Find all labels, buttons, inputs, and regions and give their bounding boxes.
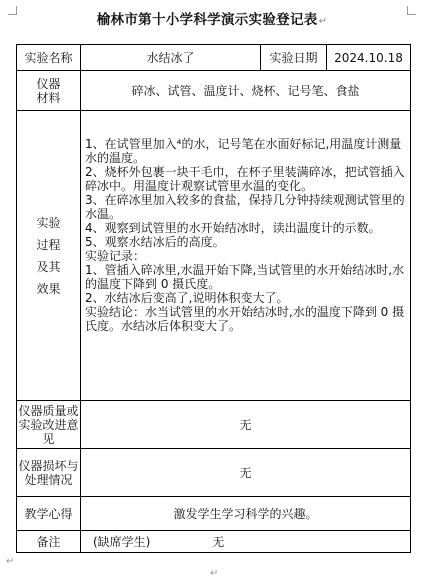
teaching-label: 教学心得 bbox=[17, 497, 81, 531]
teaching-value: 激发学生学习科学的兴趣。 bbox=[81, 497, 411, 531]
materials-label: 仪器 材料 bbox=[17, 71, 81, 111]
page-title: 榆林市第十小学科学演示实验登记表↵ bbox=[96, 12, 328, 28]
paragraph-mark: ↵ bbox=[318, 16, 328, 27]
step-2: 2、烧杯外包裹一块干毛巾，在杯子里装满碎冰，把试管插入碎冰中。用温度计观察试管里水温的变化。 bbox=[85, 165, 405, 193]
remarks-value: 无 bbox=[212, 535, 225, 549]
remarks-note: (缺席学生) bbox=[93, 535, 151, 549]
process-label: 实验 过程 及其 效果 bbox=[17, 111, 81, 401]
paragraph-mark-bottom: ↵ bbox=[6, 556, 15, 567]
damage-label: 仪器损坏与处理情况 bbox=[17, 449, 81, 497]
row-quality bbox=[17, 401, 411, 449]
experiment-date-value: 2024.10.18 bbox=[327, 45, 411, 71]
row-name-date bbox=[17, 45, 411, 71]
row-teaching bbox=[17, 497, 411, 531]
quality-label: 仪器质量或实验改进意见 bbox=[17, 401, 81, 449]
registration-table bbox=[16, 44, 411, 553]
step-4: 4、观察到试管里的水开始结冰时，读出温度计的示数。 bbox=[85, 221, 381, 235]
paragraph-mark-footer: ↵ bbox=[210, 568, 219, 579]
experiment-name-value: 水结冰了 bbox=[81, 45, 261, 71]
row-process bbox=[17, 111, 411, 401]
step-3: 3、在碎冰里加入较多的食盐，保持几分钟持续观测试管里的水温。 bbox=[85, 193, 405, 221]
remarks-cell bbox=[81, 531, 411, 553]
step-5: 5、观察水结冰后的高度。 bbox=[85, 235, 225, 249]
record-label: 实验记录： bbox=[85, 249, 146, 263]
materials-value: 碎冰、试管、温度计、烧杯、记号笔、食盐 bbox=[81, 71, 411, 111]
quality-value: 无 bbox=[81, 401, 411, 449]
row-remarks bbox=[17, 531, 411, 553]
experiment-name-label: 实验名称 bbox=[17, 45, 81, 71]
record-2: 2、水结冰后变高了,说明体积变大了。 bbox=[85, 291, 289, 305]
row-materials bbox=[17, 71, 411, 111]
conclusion: 实验结论：水当试管里的水开始结冰时,水的温度下降到 0 摄氏度。水结冰后体积变大了。 bbox=[85, 305, 405, 333]
step-1: 1、在试管里加入⁴的水，记号笔在水面好标记,用温度计测量水的温度。 bbox=[85, 137, 402, 165]
remarks-label: 备注 bbox=[17, 531, 81, 553]
row-damage bbox=[17, 449, 411, 497]
experiment-date-label: 实验日期 bbox=[261, 45, 327, 71]
process-content bbox=[81, 111, 411, 401]
record-1: 1、管插入碎冰里,水温开始下降,当试管里的水开始结冰时,水的温度下降到 0 摄氏度。 bbox=[85, 263, 405, 291]
damage-value: 无 bbox=[81, 449, 411, 497]
